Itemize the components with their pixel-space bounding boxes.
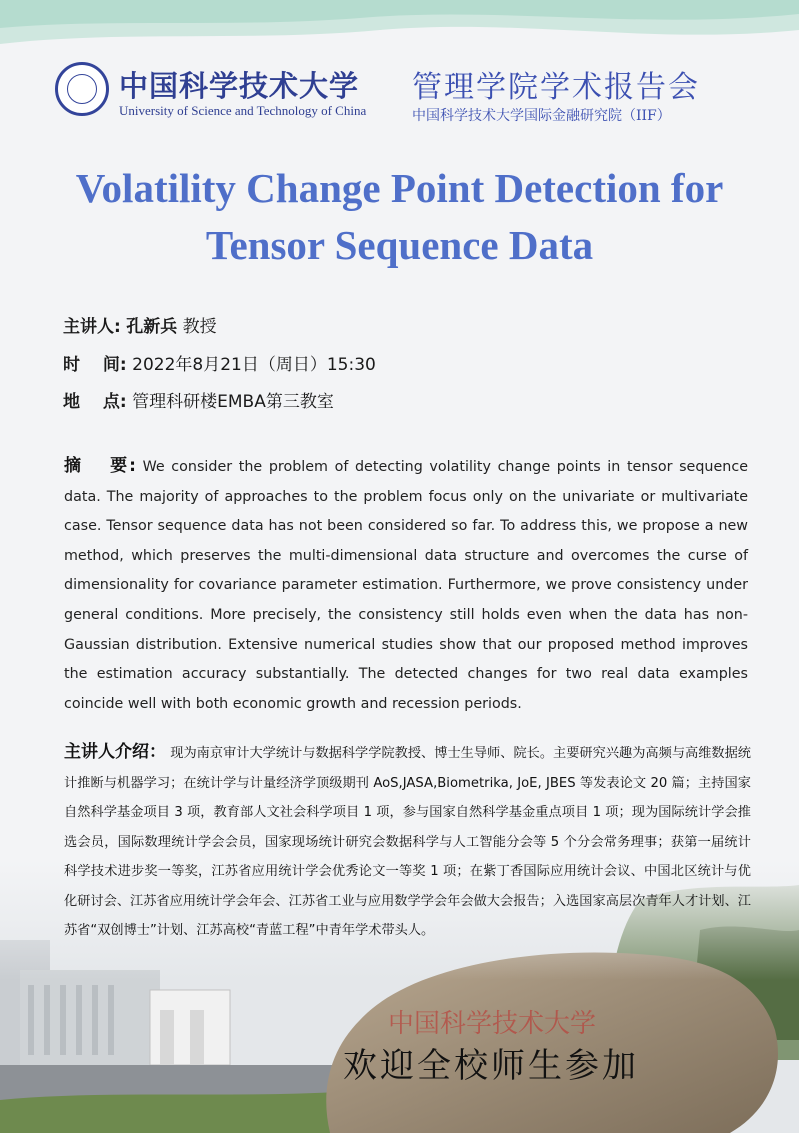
- place-label: 地 点:: [63, 392, 127, 412]
- speaker-title: 教授: [182, 317, 217, 337]
- speaker-name: 孔新兵: [126, 317, 178, 337]
- university-seal-icon: [55, 62, 109, 116]
- top-wave-decoration: [0, 0, 799, 60]
- institute-name: 中国科学技术大学国际金融研究院（IIF）: [412, 108, 671, 124]
- talk-title-line1: Volatility Change Point Detection for: [75, 165, 724, 211]
- time-row: [63, 350, 376, 375]
- abstract-label: 摘 要:: [64, 456, 136, 476]
- place-value: 管理科研楼EMBA第三教室: [132, 392, 334, 412]
- speaker-bio-label: 主讲人介绍：: [64, 742, 167, 762]
- university-name-cn: 中国科学技术大学: [119, 69, 360, 103]
- speaker-label: 主讲人:: [63, 317, 121, 337]
- speaker-bio-section: [64, 738, 751, 946]
- time-label: 时 间:: [63, 355, 127, 375]
- place-row: [63, 387, 334, 412]
- abstract-text: We consider the problem of detecting volatility change points in tensor sequence data. The majority of approaches to the problem focus only on the univariate or multivariate case. Tensor sequence data has not been considered so far. To address this, we propose a new method, which preserves the multi-dimensional data structure and overcomes the curse of dimensionality for covariance parameter estimation. Furthermore, we prove consistency under general conditions. More precisely, the consistency still holds even when the data has non-Gaussian distribution. Extensive numerical studies show that our proposed method improves the estimation accuracy substantially. The detected changes for two real data examples coincide well with both economic growth and recession periods.: [64, 459, 748, 712]
- talk-title: [0, 160, 799, 274]
- time-value: 2022年8月21日（周日）15:30: [132, 355, 376, 375]
- welcome-message: 欢迎全校师生参加: [343, 1046, 639, 1086]
- talk-title-line2: Tensor Sequence Data: [205, 222, 594, 268]
- speaker-bio-text: 现为南京审计大学统计与数据科学学院教授、博士生导师、院长。主要研究兴趣为高频与高维数据统计推断与机器学习；在统计学与计量经济学顶级期刊 AoS,JASA,Biometrika, JoE, JBES 等发表论文 20 篇；主持国家自然科学基金项目 3 项，教育部人文社会科学项目 1 项，参与国家自然科学基金重点项目 1 项；现为国际统计学会推选会员，国际数理统计学会会员，国家现场统计研究会数据科学与人工智能分会等 5 个分会常务理事；获第一届统计科学技术进步奖一等奖，江苏省应用统计学会优秀论文一等奖 1 项；在紫丁香国际应用统计会议、中国北区统计与优化研讨会、江苏省应用统计学会年会、江苏省工业与应用数学学会年会做大会报告；入选国家高层次青年人才计划、江苏省“双创博士”计划、江苏高校“青蓝工程”中青年学术带头人。: [64, 746, 751, 938]
- abstract-section: [64, 452, 748, 719]
- stone-inscription: 中国科学技术大学: [388, 1009, 597, 1039]
- poster-header: [55, 60, 755, 130]
- report-series-title: 管理学院学术报告会: [412, 70, 700, 105]
- university-name-en: University of Science and Technology of China: [119, 103, 367, 118]
- speaker-row: [63, 312, 217, 337]
